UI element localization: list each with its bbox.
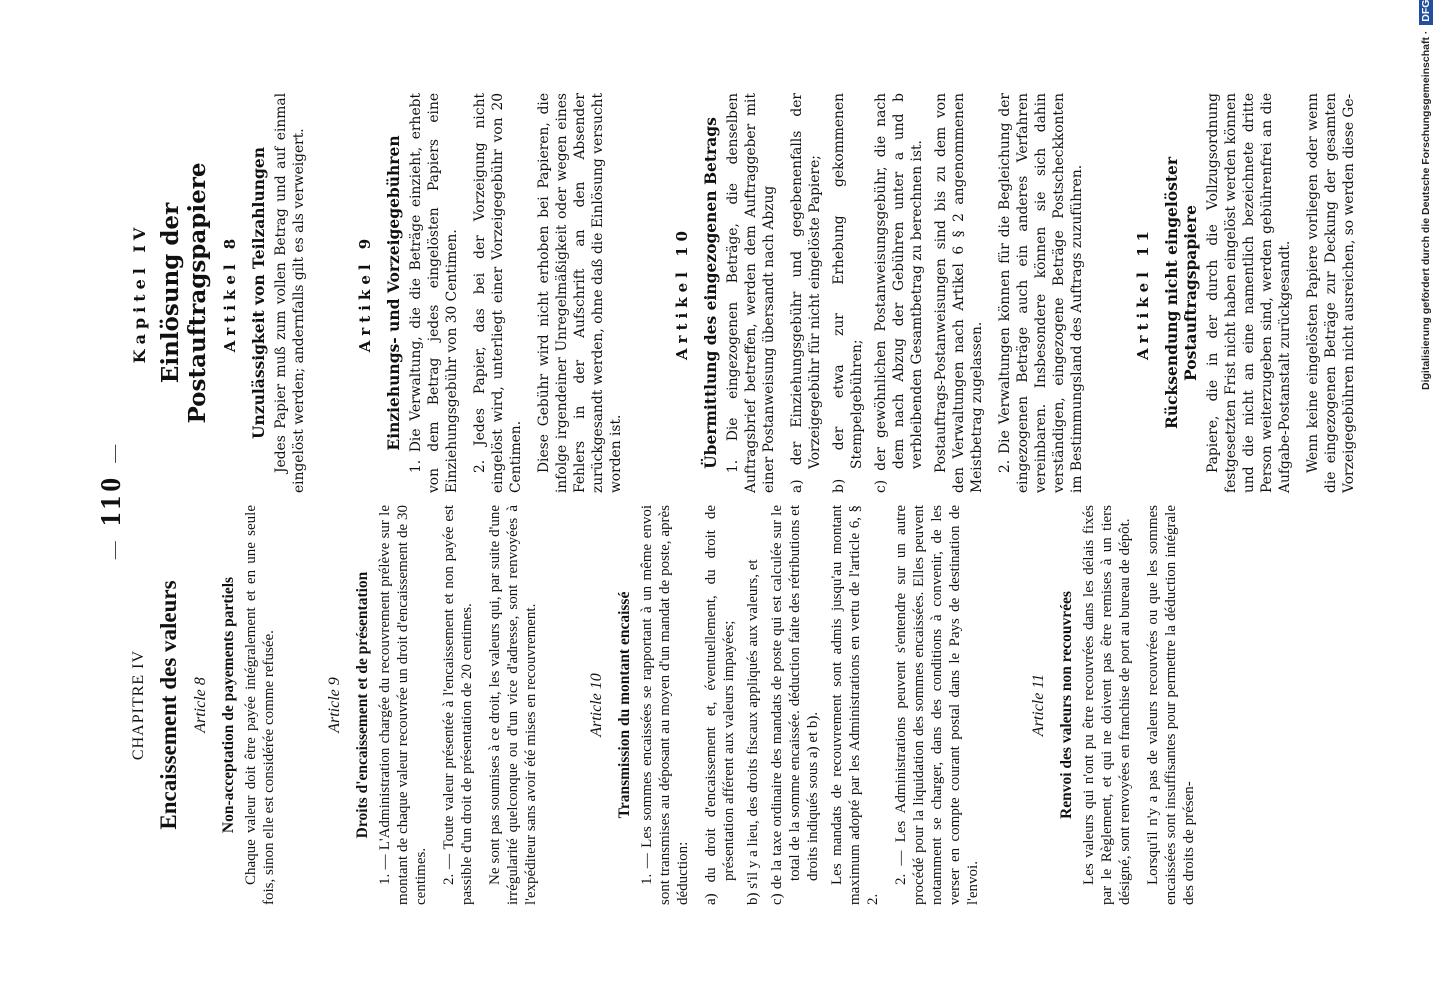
page-dash-right: — (104, 440, 124, 463)
article-8-heading-fr: Non-acceptation de payements partiels (220, 576, 237, 834)
article-10-heading-de: Übermittlung des eingezogenen Betrags (701, 117, 720, 469)
article-8-text-fr: Chaque valeur doit être payée intégralement et en une seule fois, sinon elle est considérée comme refusée. (243, 505, 277, 905)
dfg-logo: DFG (1419, 0, 1433, 25)
article-10-item-b-de: b) der etwa zur Erhebung gekommenen Stempelgebühren; (831, 93, 865, 493)
german-column (110, 93, 1368, 493)
article-8-label-de: Artikel 8 (221, 233, 239, 353)
article-9-heading-de: Einziehungs- und Vorzeigegebühren (384, 135, 403, 451)
article-10-para-3-fr: 2. — Les Administrations peuvent s'entendre sur un autre procédé pour la liquidation des sommes encaissées. Elles peuvent notamment se charger, dans des conditions à convenir, de les verser en compte courant postal dans le Pays de destination de l'envoi. (893, 505, 981, 905)
page-number-value: 110 (96, 473, 127, 527)
article-8-text-de: Jedes Papier muß zum vollen Betrag und auf einmal eingelöst werden; andernfalls gilt es als verweigert. (273, 93, 307, 493)
article-10-item-b-fr: b) s'il y a lieu, des droits fiscaux appliqués aux valeurs, et (745, 559, 761, 905)
article-8-heading-de: Unzulässigkeit von Teilzahlungen (249, 147, 268, 439)
article-11-para-2-de: Wenn keine eingelösten Papiere vorliegen oder wenn die eingezogenen Beträge zur Deckung der gesamten Vorzeigegebühren nicht ausreichen, so werden diese Ge- (1305, 93, 1357, 493)
article-11-para-2-fr: Lorsqu'il n'y a pas de valeurs recouvrées ou que les sommes encaissées sont insuffisantes pour permettre la déduction intégrale des droits de présen- (1145, 505, 1197, 905)
article-11-para-1-fr: Les valeurs qui n'ont pu être recouvrées dans les délais fixés par le Règlement, et qui ne doivent pas être remises à un tiers désigné, sont renvoyées en franchise de port au bureau de dépôt. (1081, 505, 1133, 905)
article-10-heading-fr: Transmission du montant encaissé (616, 591, 633, 819)
article-9-label-fr: Article 9 (326, 677, 343, 733)
article-11-heading-de: Rücksendung nicht eingelöster Postauftragspapiere (1162, 156, 1200, 430)
article-10-label-de: Artikel 10 (673, 226, 691, 360)
article-10-item-a-fr: a) du droit d'encaissement et, éventuellement, du droit de présentation afférent aux valeurs impayées; (703, 505, 737, 905)
article-11-para-1-de: Papiere, die in der durch die Vollzugsordnung festgesetzten Frist nicht haben eingelöst werden können und die nicht an eine namentlich bezeichnete dritte Person weiterzugeben sind, werden gebührenfrei an die Aufgabe-Postanstalt zurückgesandt. (1205, 93, 1293, 493)
article-8-label-fr: Article 8 (192, 677, 209, 733)
article-10-label-fr: Article 10 (588, 673, 605, 737)
article-10-para-2-de: Postauftrags-Postanweisungen sind bis zu dem von den Verwaltungen nach Artikel 6 § 2 angenommenen Meistbetrag zugelassen. (933, 93, 985, 493)
chapter-title-fr: Encaissement des valeurs (156, 580, 181, 830)
article-10-item-c-de: c) der gewöhnlichen Postanweisungsgebühr, die nach dem nach Abzug der Gebühren unter a und b verbleibenden Gesamtbetrag zu berechnen ist. (873, 93, 925, 493)
french-column (110, 505, 1208, 905)
article-10-para-1-fr: 1. — Les sommes encaissées se rapportant à un même envoi sont transmises au déposant au moyen d'un mandat de poste, après déduction: (639, 505, 691, 905)
article-10-item-a-de: a) der Einziehungsgebühr und gegebenenfalls der Vorzeigegebühr für nicht eingelöste Papiere; (789, 93, 823, 493)
article-10-item-c-fr: c) de la taxe ordinaire des mandats de poste qui est calculée sur le total de la somme encaissée. déduction faite des rétributions et droits indiqués sous a) et b). (769, 505, 821, 905)
chapter-title-de: Einlösung der Postauftragspapiere (157, 162, 211, 424)
article-9-label-de: Artikel 9 (356, 233, 374, 353)
page-dash-left: — (104, 537, 124, 560)
article-10-para-2-fr: Les mandats de recouvrement sont admis jusqu'au montant maximum adopté par les Administrations en vertu de l'article 6, § 2. (829, 505, 881, 905)
article-10-para-3-de: 2. Die Verwaltungen können für die Begleichung der eingezogenen Beträge auch ein anderes Verfahren vereinbaren. Insbesondere können sie sich dahin verständigen, eingezogene Beträge Postscheckkonten im Bestimmungsland des Auftrags zuzuführen. (997, 93, 1085, 493)
chapter-heading-fr: CHAPITRE IV (130, 649, 147, 761)
article-9-heading-fr: Droits d'encaissement et de présentation (354, 571, 371, 839)
digitization-credit (1416, 0, 1434, 390)
article-9-para-1-de: 1. Die Verwaltung, die die Beträge einzieht, erhebt von dem Betrag jedes eingelösten Papiers eine Einziehungsgebühr von 30 Centimen. (408, 93, 460, 493)
article-9-para-3-de: Diese Gebühr wird nicht erhoben bei Papieren, die infolge irgendeiner Unregelmäßigkeit oder wegen eines Fehlers in der Aufschrift an den Absender zurückgesandt werden, ohne daß die Einlösung versucht worden ist. (536, 93, 624, 493)
article-11-heading-fr: Renvoi des valeurs non recouvrées (1058, 591, 1075, 819)
chapter-heading-de: Kapitel IV (130, 222, 149, 364)
credit-text: Digitalisierung gefördert durch die Deutsche Forschungsgemeinschaft · (1420, 30, 1432, 390)
article-9-para-2-de: 2. Jedes Papier, das bei der Vorzeigung nicht eingelöst wird, unterliegt einer Vorzeigegebühr von 20 Centimen. (472, 93, 524, 493)
article-9-para-2-fr: 2. — Toute valeur présentée à l'encaissement et non payée est passible d'un droit de présentation de 20 centimes. (441, 505, 475, 905)
article-9-para-3-fr: Ne sont pas soumises à ce droit, les valeurs qui, par suite d'une irrégularité quelconque ou d'un vice d'adresse, sont renvoyées à l'expéditeur sans avoir été mises en recouvrement. (487, 505, 539, 905)
article-10-para-1-de: 1. Die eingezogenen Beträge, die denselben Auftragsbrief betreffen, werden dem Auftraggeber mit einer Postanweisung übersandt nach Abzug (725, 93, 777, 493)
article-11-label-de: Artikel 11 (1134, 226, 1152, 360)
article-9-para-1-fr: 1. — L'Administration chargée du recouvrement prélève sur le montant de chaque valeur recouvrée un droit d'encaissement de 30 centimes. (377, 505, 429, 905)
article-11-label-fr: Article 11 (1030, 673, 1047, 737)
